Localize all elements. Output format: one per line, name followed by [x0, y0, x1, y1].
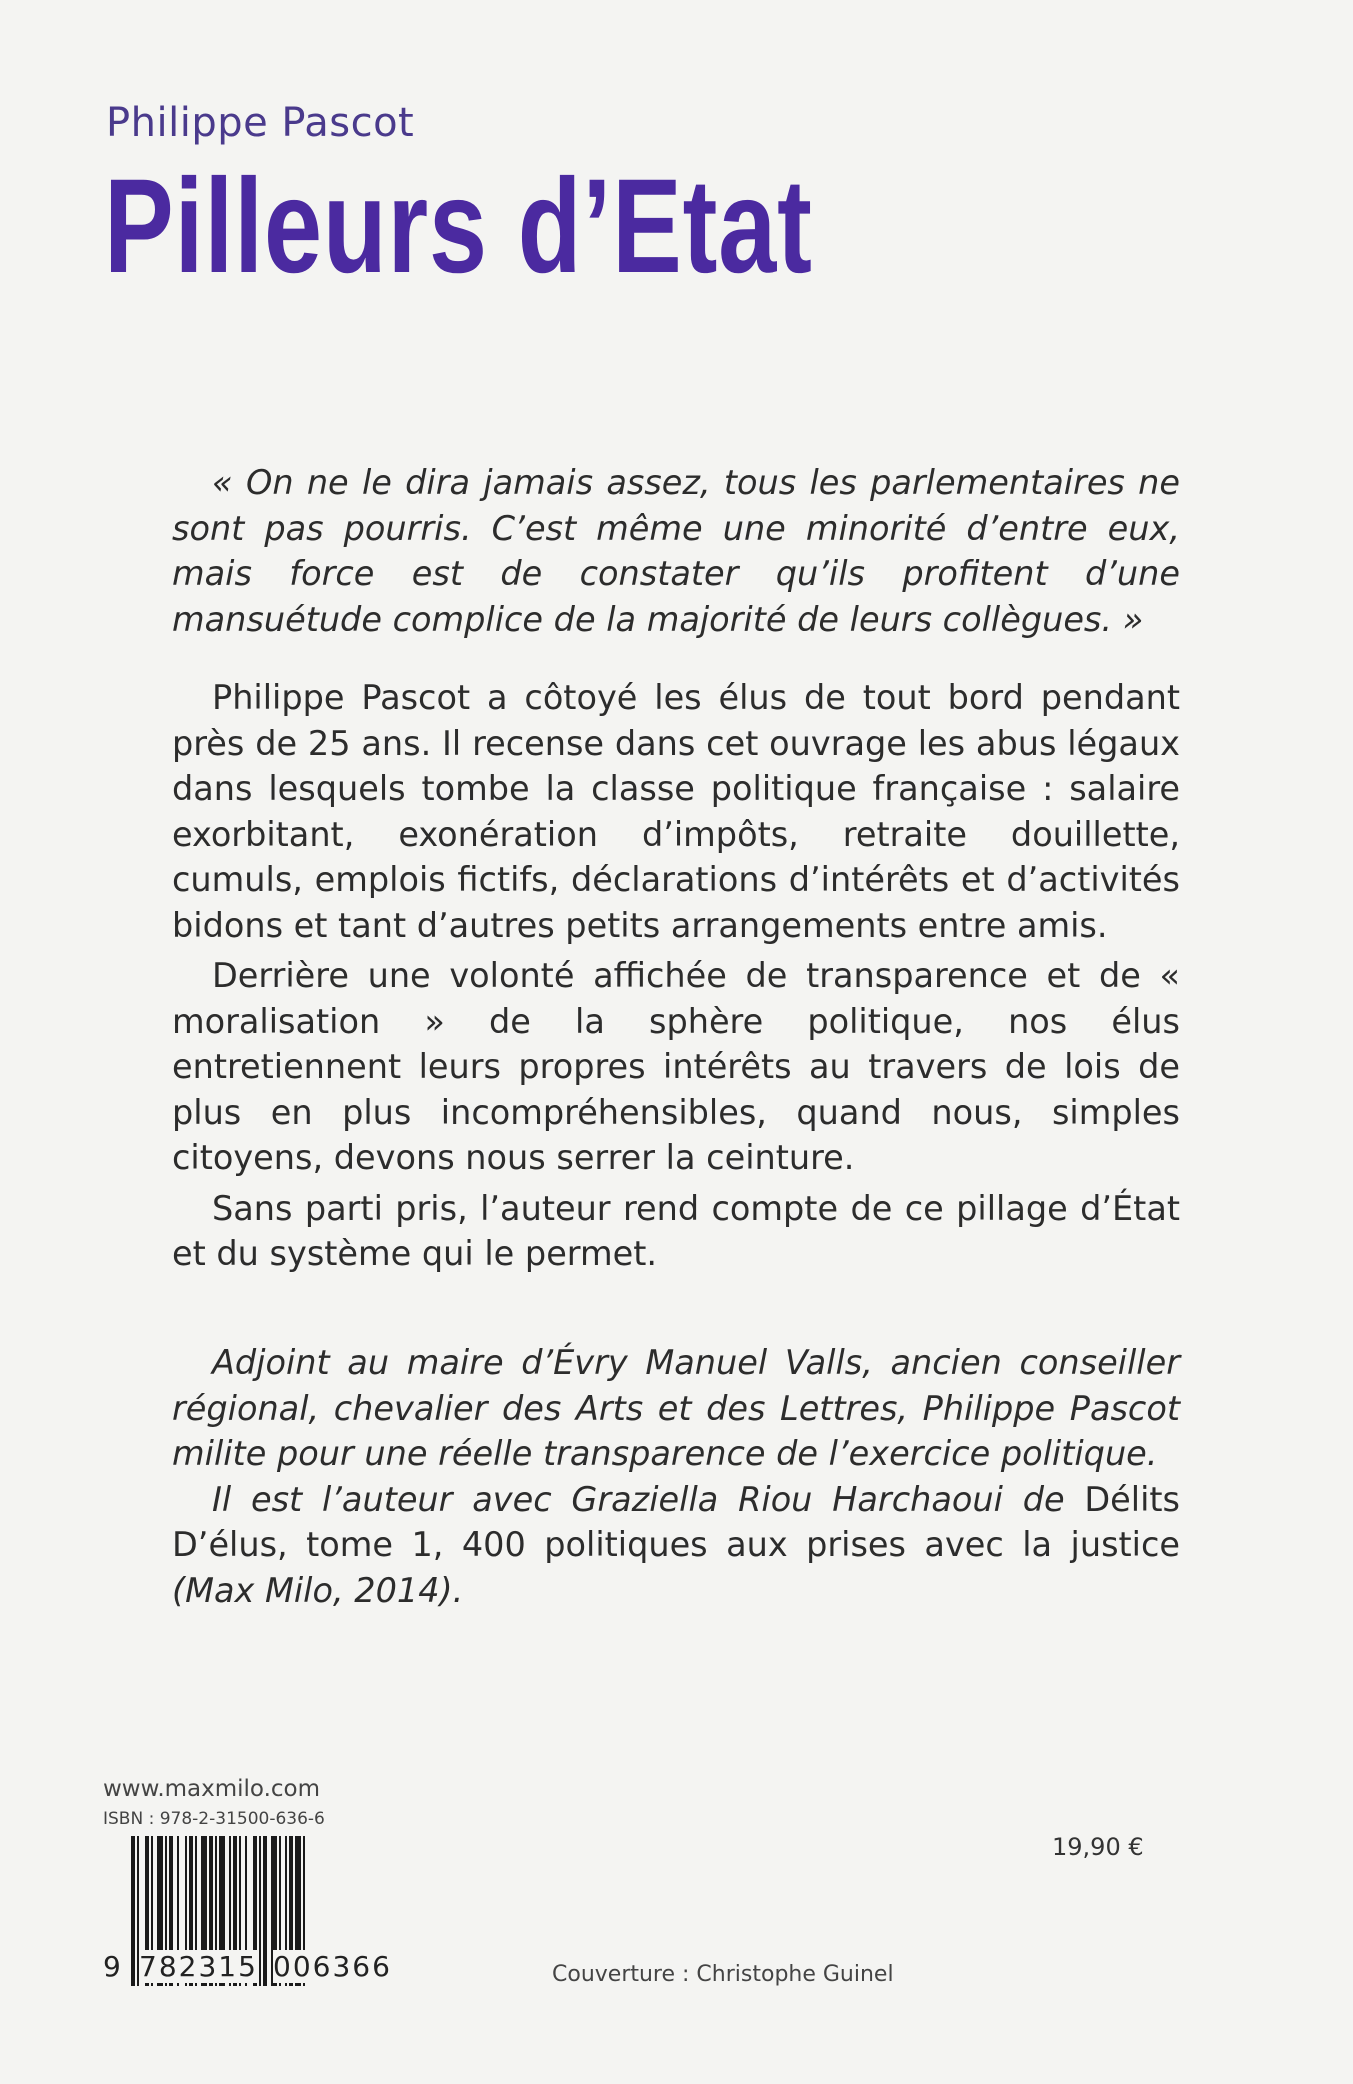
price-label: 19,90 € — [1052, 1833, 1144, 1861]
back-cover-quote — [172, 460, 1180, 642]
bio-prefix: Il est l’auteur avec Graziella Riou Harchaoui de — [212, 1479, 1085, 1519]
barcode-digits — [103, 1950, 408, 1990]
author-name: Philippe Pascot — [106, 100, 415, 146]
bio-book-title: Délits D’élus, tome 1, 400 politiques aux prises avec la justice — [172, 1479, 1180, 1564]
barcode-left-group: 782315 — [139, 1950, 258, 1983]
description-paragraph: Philippe Pascot a côtoyé les élus de tout bord pendant près de 25 ans. Il recense dans cet ouvrage les abus légaux dans lesquels tombe la classe politique française : salaire exorbitant, exonération d’impôts, retraite douillette, cumuls, emplois fictifs, déclarations d’intérêts et d’activités bidons et tant d’autres petits arrangements entre amis. — [172, 678, 1180, 945]
bio-suffix: (Max Milo, 2014). — [172, 1570, 464, 1610]
quote-text: « On ne le dira jamais assez, tous les parlementaires ne sont pas pourris. C’est même une minorité d’entre eux, mais force est de constater qu’ils profitent d’une mansuétude complice de la majorité de leurs collègues. » — [172, 463, 1180, 639]
publisher-website: www.maxmilo.com — [103, 1776, 321, 1802]
book-title: Pilleurs d’Etat — [104, 152, 813, 301]
cover-credit: Couverture : Christophe Guinel — [552, 1962, 894, 1987]
description-paragraph: Derrière une volonté affichée de transparence et de « moralisation » de la sphère politique, nos élus entretiennent leurs propres intérêts au travers de lois de plus en plus incompréhensibles, quand nous, simples citoyens, devons nous serrer la ceinture. — [172, 956, 1180, 1177]
author-bio — [172, 1340, 1180, 1613]
barcode-right-group: 006366 — [273, 1950, 392, 1983]
description-paragraph: Sans parti pris, l’auteur rend compte de ce pillage d’État et du système qui le permet. — [172, 1188, 1180, 1273]
barcode-first-digit: 9 — [103, 1950, 121, 1983]
book-description — [172, 675, 1180, 1277]
bio-paragraph: Adjoint au maire d’Évry Manuel Valls, ancien conseiller régional, chevalier des Arts et des Lettres, Philippe Pascot milite pour une réelle transparence de l’exercice politique. — [172, 1343, 1180, 1473]
bio-paragraph-2 — [172, 1477, 1180, 1614]
isbn-number: ISBN : 978-2-31500-636-6 — [103, 1809, 325, 1829]
